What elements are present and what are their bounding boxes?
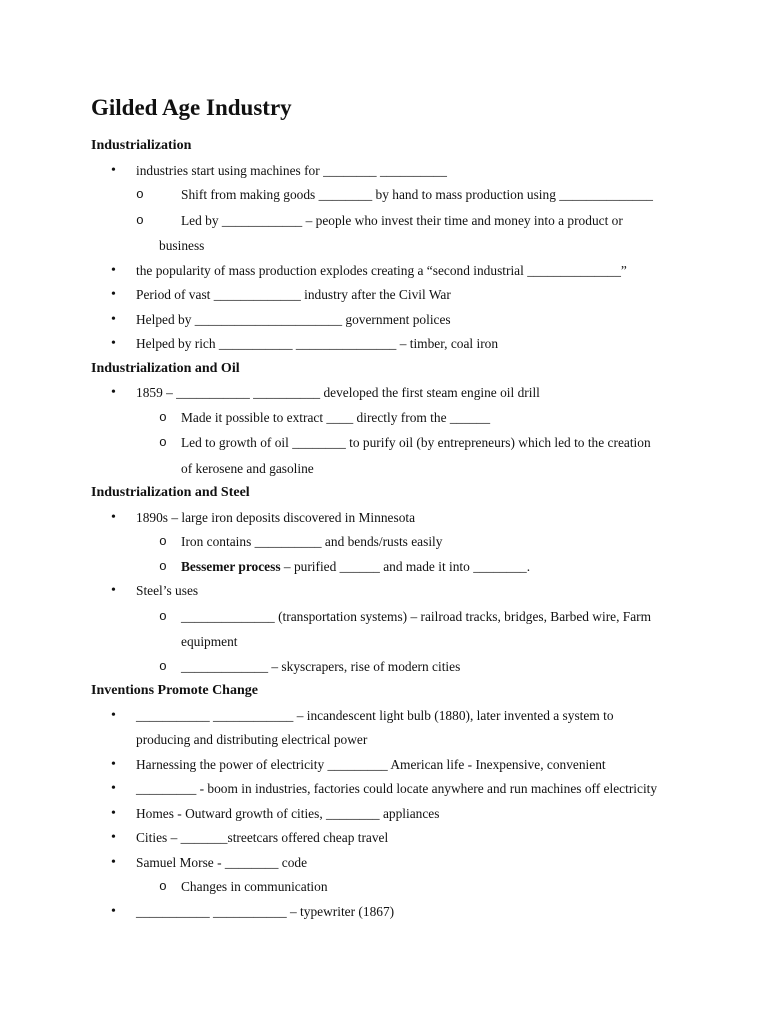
sub-list-item	[91, 208, 691, 259]
list-item	[91, 381, 691, 406]
list-item-text: Samuel Morse - ________ code	[136, 854, 308, 870]
sub-list-item	[91, 430, 691, 481]
sub-list-item	[91, 604, 691, 655]
list-item	[91, 753, 691, 778]
sub-list-item-text: – purified ______ and made it into ________.	[280, 558, 531, 574]
document-page	[91, 92, 691, 924]
sub-list-item-text: _____________ – skyscrapers, rise of modern cities	[181, 658, 461, 674]
list-item	[91, 802, 691, 827]
bullet-list	[91, 159, 691, 357]
list-item-text: 1890s – large iron deposits discovered in Minnesota	[136, 509, 416, 525]
list-item-text: Cities – _______streetcars offered cheap travel	[136, 830, 389, 845]
list-item	[91, 704, 691, 753]
sub-list-item	[91, 406, 691, 431]
list-item	[91, 826, 691, 851]
list-item	[91, 259, 691, 284]
sub-list-item	[91, 183, 691, 208]
section-heading: Industrialization and Steel	[91, 485, 250, 500]
list-item	[91, 851, 691, 876]
section-heading: Inventions Promote Change	[91, 683, 258, 698]
sub-list-item-text: ______________ (transportation systems) – railroad tracks, bridges, Barbed wire, Farm	[181, 608, 652, 624]
list-item-text: Helped by ______________________ government polices	[136, 311, 451, 327]
list-item	[91, 308, 691, 333]
sub-list-item	[91, 655, 691, 680]
sub-list-item	[91, 555, 691, 580]
section	[91, 679, 691, 924]
sub-list-item-text: Iron contains __________ and bends/rusts easily	[181, 534, 443, 549]
list-item-text: Homes - Outward growth of cities, ________ appliances	[136, 805, 440, 821]
sub-list-item-text: Changes in communication	[181, 879, 328, 894]
list-item	[91, 579, 691, 604]
list-item-text: ___________ ____________ – incandescent light bulb (1880), later invented a system to	[136, 707, 614, 723]
list-item-text: 1859 – ___________ __________ developed the first steam engine oil drill	[136, 385, 540, 400]
document-title: Gilded Age Industry	[91, 95, 292, 120]
section	[91, 134, 691, 357]
list-item	[91, 777, 691, 802]
bullet-list	[91, 704, 691, 925]
bullet-list	[91, 506, 691, 680]
sub-list-item-continuation: equipment	[181, 634, 238, 649]
list-item-text: ___________ ___________ – typewriter (1867)	[136, 903, 395, 919]
sub-list-item	[91, 530, 691, 555]
list-item-text: Harnessing the power of electricity _________ American life - Inexpensive, convenient	[136, 756, 606, 772]
section	[91, 481, 691, 679]
list-item-text: the popularity of mass production explodes creating a “second industrial ______________”	[136, 262, 627, 278]
list-item-text: _________ - boom in industries, factories could locate anywhere and run machines off electricity	[136, 781, 658, 796]
sub-list-item-text: Led by ____________ – people who invest their time and money into a product or	[181, 212, 623, 228]
list-item-text: industries start using machines for ________ __________	[136, 162, 447, 178]
list-item-continuation: producing and distributing electrical power	[136, 732, 368, 747]
document-body	[91, 134, 691, 924]
list-item-text: Period of vast _____________ industry after the Civil War	[136, 287, 451, 302]
list-item-text: Steel’s uses	[136, 583, 199, 598]
section-heading: Industrialization	[91, 138, 192, 153]
list-item	[91, 159, 691, 184]
sub-list-item-text: Shift from making goods ________ by hand to mass production using ______________	[181, 187, 654, 202]
sub-list-item-text: Led to growth of oil ________ to purify oil (by entrepreneurs) which led to the creation	[181, 435, 651, 450]
bullet-list	[91, 381, 691, 481]
section-heading: Industrialization and Oil	[91, 360, 240, 376]
list-item	[91, 900, 691, 925]
list-item	[91, 506, 691, 531]
sub-list-item-continuation: business	[159, 238, 205, 253]
sub-list-item	[91, 875, 691, 900]
list-item	[91, 332, 691, 357]
list-item	[91, 283, 691, 308]
bold-term: Bessemer process	[181, 558, 281, 574]
list-item-text: Helped by rich ___________ _______________ – timber, coal iron	[136, 336, 499, 351]
section	[91, 357, 691, 482]
sub-list-item-text: Made it possible to extract ____ directly from the ______	[181, 409, 491, 425]
sub-list-item-continuation: of kerosene and gasoline	[181, 460, 314, 476]
